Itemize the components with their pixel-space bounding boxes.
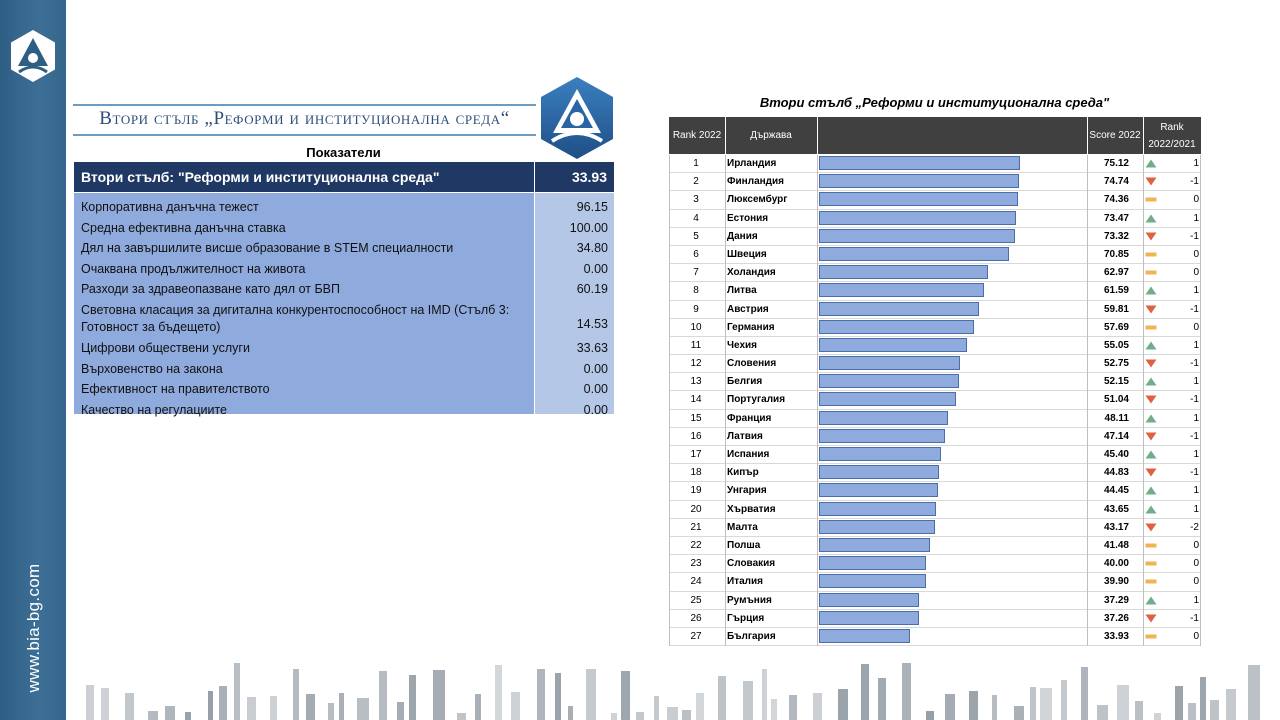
score-bar (819, 465, 939, 479)
indicator-label: Световна класация за дигитална конкурентоспособност на IMD (Стълб 3: Готовност за бъдещето) (81, 302, 510, 334)
trend-flat-icon (1145, 541, 1157, 550)
row-rank-change: 0 (1193, 630, 1199, 642)
heading-rule-bottom (73, 134, 536, 136)
row-score: 43.17 (1103, 521, 1129, 533)
ranking-row (669, 173, 1201, 191)
indicator-value: 0.00 (583, 382, 608, 396)
ranking-row (669, 610, 1201, 628)
ranking-row (669, 319, 1201, 337)
indicator-label: Очаквана продължителност на живота (81, 261, 306, 276)
row-rank-change: 1 (1193, 503, 1199, 515)
indicator-labels-column (74, 193, 534, 417)
score-bar (819, 556, 926, 570)
score-bar (819, 374, 959, 388)
row-score: 40.00 (1103, 558, 1129, 570)
indicator-value: 33.63 (576, 341, 608, 355)
pillar-value: 33.93 (571, 169, 607, 185)
row-score: 37.29 (1103, 594, 1129, 606)
score-bar (819, 211, 1016, 225)
ranking-row (669, 537, 1201, 555)
row-rank-change: 0 (1193, 321, 1199, 333)
ranking-header (669, 117, 1201, 154)
trend-flat-icon (1145, 559, 1157, 568)
trend-up-icon (1145, 286, 1157, 295)
score-bar (819, 156, 1020, 170)
row-country: Дания (727, 230, 758, 242)
row-country: Ирландия (727, 158, 777, 169)
row-rank-change: 0 (1193, 539, 1199, 551)
ranking-row (669, 592, 1201, 610)
score-bar (819, 192, 1018, 206)
row-score: 62.97 (1103, 267, 1129, 279)
trend-up-icon (1145, 486, 1157, 495)
header-score: Score 2022 (1089, 130, 1141, 141)
row-rank-change: 0 (1193, 194, 1199, 206)
score-bar (819, 502, 936, 516)
score-bar (819, 283, 984, 297)
score-bar (819, 574, 926, 588)
score-bar (819, 302, 979, 316)
indicator-value: 96.15 (576, 200, 608, 214)
ranking-row (669, 573, 1201, 591)
row-rank: 26 (690, 612, 702, 624)
score-bar (819, 411, 948, 425)
row-rank-change: -1 (1190, 230, 1199, 242)
heading-rule-top (73, 104, 536, 106)
trend-down-icon (1145, 305, 1157, 314)
row-score: 73.32 (1103, 230, 1129, 242)
row-rank: 18 (690, 467, 702, 479)
row-country: Румъния (727, 594, 772, 606)
row-rank-change: -1 (1190, 467, 1199, 479)
row-score: 44.83 (1103, 467, 1129, 479)
row-rank-change: -1 (1190, 612, 1199, 624)
indicator-label: Ефективност на правителството (81, 382, 270, 396)
ranking-row (669, 428, 1201, 446)
pillar-label: Втори стълб: "Реформи и институционална среда" (81, 169, 440, 185)
row-rank-change: -2 (1190, 521, 1199, 533)
indicator-value: 14.53 (576, 316, 608, 331)
trend-up-icon (1145, 414, 1157, 423)
trend-down-icon (1145, 232, 1157, 241)
row-rank: 14 (690, 394, 702, 406)
indicators-caption: Показатели (306, 145, 381, 160)
bia-logo-icon (9, 29, 57, 83)
ranking-row (669, 210, 1201, 228)
ranking-row (669, 410, 1201, 428)
row-rank: 13 (690, 376, 702, 388)
column-rule (725, 155, 726, 646)
indicator-value: 34.80 (576, 241, 608, 255)
row-score: 74.36 (1103, 194, 1129, 206)
indicator-value: 0.00 (583, 261, 608, 276)
column-rule (1200, 155, 1201, 646)
row-score: 52.75 (1103, 358, 1129, 370)
row-score: 48.11 (1104, 412, 1129, 424)
row-rank-change: -1 (1190, 176, 1199, 188)
indicator-label: Качество на регулациите (81, 402, 227, 417)
row-rank: 8 (693, 285, 699, 297)
indicators-table (74, 193, 614, 417)
row-country: Словакия (727, 558, 776, 570)
row-score: 43.65 (1103, 503, 1129, 515)
indicator-label: Върховенство на закона (81, 361, 223, 376)
row-rank-change: 1 (1193, 376, 1199, 388)
trend-down-icon (1145, 614, 1157, 623)
trend-down-icon (1145, 468, 1157, 477)
ranking-body (669, 155, 1201, 646)
row-rank-change: 1 (1193, 449, 1199, 460)
row-rank: 3 (693, 194, 699, 206)
row-country: Португалия (727, 394, 786, 406)
row-country: Испания (727, 449, 770, 460)
trend-down-icon (1145, 359, 1157, 368)
header-rank-change (1143, 117, 1201, 154)
row-rank-change: 1 (1193, 412, 1199, 424)
row-rank-change: 0 (1193, 576, 1199, 588)
score-bar (819, 520, 935, 534)
ranking-row (669, 628, 1201, 646)
trend-down-icon (1145, 432, 1157, 441)
trend-up-icon (1145, 341, 1157, 350)
row-country: Холандия (727, 267, 776, 279)
row-rank: 9 (693, 303, 699, 315)
row-rank-change: 0 (1193, 248, 1199, 260)
score-bar (819, 247, 1009, 261)
row-country: Чехия (727, 339, 757, 351)
row-country: Италия (727, 576, 763, 588)
score-bar (819, 338, 967, 352)
trend-flat-icon (1145, 323, 1157, 332)
trend-flat-icon (1145, 268, 1157, 277)
row-country: Латвия (727, 430, 763, 442)
row-rank: 23 (690, 558, 702, 570)
row-rank: 15 (690, 412, 702, 424)
row-country: Словения (727, 358, 777, 370)
row-rank: 27 (690, 630, 702, 642)
row-country: Малта (727, 521, 758, 533)
row-score: 41.48 (1103, 539, 1129, 551)
row-rank: 25 (690, 594, 702, 606)
ranking-row (669, 391, 1201, 409)
row-country: Кипър (727, 467, 759, 479)
trend-up-icon (1145, 450, 1157, 459)
score-bar (819, 611, 919, 625)
pillar-summary-row (74, 162, 614, 192)
row-rank-change: 1 (1193, 594, 1199, 606)
row-rank-change: -1 (1190, 430, 1199, 442)
row-rank: 17 (690, 449, 702, 460)
section-heading: Втори стълб „Реформи и институционална среда“ (99, 108, 510, 129)
score-bar (819, 429, 945, 443)
score-bar (819, 629, 910, 643)
row-rank-change: -1 (1190, 303, 1199, 315)
row-score: 55.05 (1103, 339, 1129, 351)
column-rule (1143, 155, 1144, 646)
row-score: 47.14 (1103, 430, 1129, 442)
row-rank-change: 1 (1193, 485, 1199, 497)
ranking-row (669, 446, 1201, 464)
row-rank: 7 (693, 267, 699, 279)
row-rank: 4 (693, 212, 699, 224)
indicator-value: 100.00 (569, 220, 608, 235)
ranking-title: Втори стълб „Реформи и институционална среда" (759, 95, 1110, 110)
row-country: Хърватия (727, 503, 776, 515)
ranking-row (669, 246, 1201, 264)
row-rank-change: -1 (1190, 394, 1199, 406)
trend-flat-icon (1145, 632, 1157, 641)
row-rank: 10 (690, 321, 702, 333)
row-score: 74.74 (1103, 176, 1129, 188)
ranking-row (669, 501, 1201, 519)
row-rank: 16 (690, 430, 702, 442)
score-bar (819, 447, 941, 461)
row-rank: 22 (690, 539, 702, 551)
row-country: Белгия (727, 376, 763, 388)
trend-up-icon (1145, 159, 1157, 168)
indicator-label: Цифрови обществени услуги (81, 341, 250, 355)
indicator-label: Дял на завършилите висше образование в STEM специалности (81, 241, 454, 255)
column-rule (669, 155, 670, 646)
row-rank-change: 1 (1193, 212, 1199, 224)
row-country: Люксембург (727, 194, 788, 206)
trend-up-icon (1145, 505, 1157, 514)
indicator-label: Корпоративна данъчна тежест (81, 200, 259, 214)
row-rank-change: 0 (1193, 558, 1199, 570)
row-score: 39.90 (1103, 576, 1129, 588)
row-country: Швеция (727, 248, 767, 260)
row-score: 57.69 (1103, 321, 1129, 333)
row-rank: 1 (693, 158, 699, 169)
row-score: 61.59 (1103, 285, 1129, 297)
ranking-row (669, 282, 1201, 300)
row-rank-change: 1 (1193, 158, 1199, 169)
trend-up-icon (1145, 214, 1157, 223)
ranking-row (669, 264, 1201, 282)
ranking-row (669, 337, 1201, 355)
ranking-row (669, 228, 1201, 246)
score-bar (819, 483, 938, 497)
row-rank: 2 (693, 176, 699, 188)
row-rank: 21 (690, 521, 702, 533)
trend-flat-icon (1145, 195, 1157, 204)
row-rank: 19 (690, 485, 702, 497)
row-score: 70.85 (1103, 248, 1129, 260)
trend-up-icon (1145, 596, 1157, 605)
indicator-value: 0.00 (583, 361, 608, 376)
ranking-row (669, 482, 1201, 500)
row-score: 37.26 (1103, 612, 1129, 624)
row-country: Полша (727, 539, 761, 551)
indicator-values-column (534, 193, 614, 417)
column-rule (1087, 155, 1088, 646)
row-country: Гърция (727, 612, 765, 624)
row-country: Литва (727, 285, 757, 297)
trend-flat-icon (1145, 250, 1157, 259)
sidebar (0, 0, 66, 720)
row-rank: 6 (693, 248, 699, 260)
row-score: 75.12 (1103, 158, 1129, 169)
header-country: Държава (750, 130, 792, 141)
ranking-row (669, 191, 1201, 209)
column-rule (817, 155, 818, 646)
row-country: Финландия (727, 176, 785, 188)
header-rank-change-line1: Rank (1160, 121, 1184, 133)
row-score: 52.15 (1103, 376, 1129, 388)
row-rank: 24 (690, 576, 702, 588)
ranking-row (669, 301, 1201, 319)
row-country: Франция (727, 412, 772, 424)
pillar-divider (534, 162, 535, 192)
trend-down-icon (1145, 523, 1157, 532)
row-rank: 20 (690, 503, 702, 515)
score-bar (819, 174, 1019, 188)
score-bar (819, 356, 960, 370)
row-country: България (727, 630, 776, 642)
trend-down-icon (1145, 395, 1157, 404)
row-rank: 11 (690, 339, 702, 351)
row-country: Естония (727, 212, 769, 224)
indicator-value: 0.00 (583, 402, 608, 417)
row-country: Германия (727, 321, 775, 333)
score-bar (819, 593, 919, 607)
trend-down-icon (1145, 177, 1157, 186)
score-bar (819, 538, 930, 552)
row-score: 44.45 (1103, 485, 1129, 497)
row-score: 59.81 (1103, 303, 1129, 315)
header-rank: Rank 2022 (672, 130, 722, 141)
row-score: 33.93 (1103, 630, 1129, 642)
ranking-row (669, 519, 1201, 537)
decorative-skyline (80, 655, 1260, 720)
trend-flat-icon (1145, 577, 1157, 586)
indicator-label: Средна ефективна данъчна ставка (81, 220, 286, 235)
row-score: 45.40 (1103, 449, 1129, 460)
ranking-row (669, 555, 1201, 573)
row-score: 73.47 (1103, 212, 1129, 224)
row-rank-change: 0 (1193, 267, 1199, 279)
ranking-row (669, 155, 1201, 173)
score-bar (819, 229, 1015, 243)
ranking-row (669, 355, 1201, 373)
score-bar (819, 320, 974, 334)
score-bar (819, 392, 956, 406)
row-country: Австрия (727, 303, 769, 315)
row-rank: 5 (693, 230, 699, 242)
score-bar (819, 265, 988, 279)
ranking-row (669, 464, 1201, 482)
row-rank-change: -1 (1190, 358, 1199, 370)
website-url[interactable]: www.bia-bg.com (24, 563, 43, 693)
ranking-row (669, 373, 1201, 391)
indicator-label: Разходи за здравеопазване като дял от БВП (81, 282, 340, 296)
header-rank-change-line2: 2022/2021 (1148, 138, 1196, 150)
row-rank: 12 (690, 358, 702, 370)
row-country: Унгария (727, 485, 767, 497)
trend-up-icon (1145, 377, 1157, 386)
indicator-value: 60.19 (576, 282, 608, 296)
row-rank-change: 1 (1193, 285, 1199, 297)
row-rank-change: 1 (1193, 339, 1199, 351)
row-score: 51.04 (1103, 394, 1129, 406)
